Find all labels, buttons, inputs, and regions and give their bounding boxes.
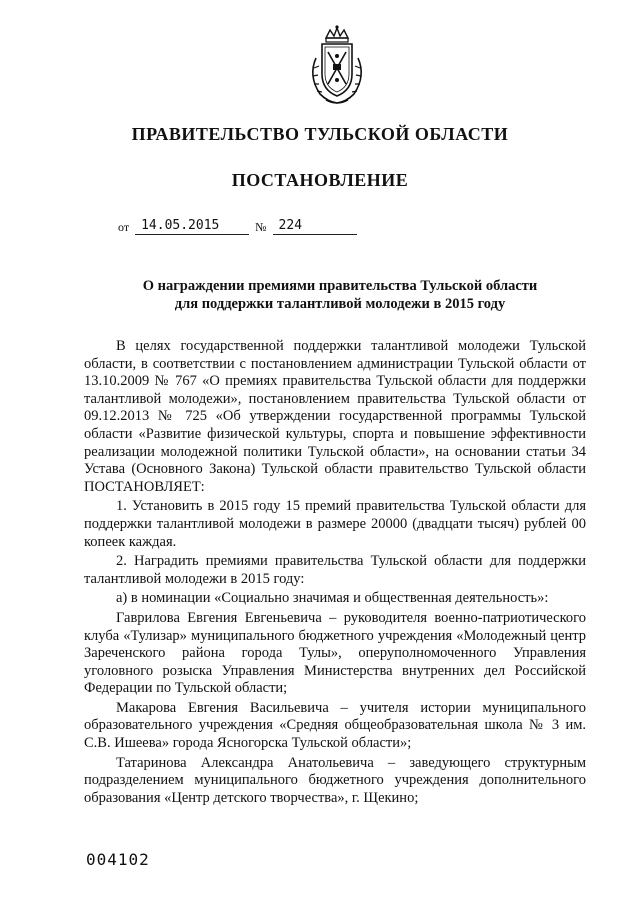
body-paragraph-awardee: Макарова Евгения Васильевича – учителя истории муниципального образовательного учреждения «Средняя общеобразовательная школа № 3 им. С.В. Ишеева» города Ясногорска Тульской области»; [84,699,586,752]
coat-of-arms-icon [302,24,372,106]
body-paragraph-nomination: а) в номинации «Социально значимая и общественная деятельность»: [116,590,549,607]
sheet-number: 004102 [86,850,150,869]
body-paragraph-item-2: 2. Наградить премиями правительства Тульской области для поддержки талантливой молодежи в 2015 году: [84,553,586,587]
body-paragraph-awardee: Татаринова Александра Анатольевича – заведующего структурным подразделением муниципального бюджетного учреждения дополнительного образования «Центр детского творчества», г. Щекино; [84,754,586,806]
document-number: 224 [273,218,357,235]
document-subject [80,277,600,313]
number-prefix: № [255,220,267,234]
body-paragraph-item-1: 1. Установить в 2015 году 15 премий правительства Тульской области для поддержки талантливой молодежи в размере 20000 (двадцати тысяч) рублей 00 копеек каждая. [84,498,586,550]
government-title: ПРАВИТЕЛЬСТВО ТУЛЬСКОЙ ОБЛАСТИ [131,124,509,144]
document-date: 14.05.2015 [135,218,249,235]
document-meta [118,218,363,235]
date-prefix: от [118,220,130,234]
body-paragraph-awardee: Гаврилова Евгения Евгеньевича – руководителя военно-патриотического клуба «Тулизар» муниципального бюджетного учреждения «Молодежный центр Зареченского района города Тулы», оперуполномоченного Управления уголовного розыска Управления Министерства внутренних дел Российской Федерации по Тульской области; [84,609,586,697]
document-type: ПОСТАНОВЛЕНИЕ [231,170,409,190]
subject-line-1: О награждении премиями правительства Тульской области [142,278,538,294]
document-body [84,338,586,809]
subject-line-2: для поддержки талантливой молодежи в 2015 году [174,296,506,312]
body-paragraph-preamble: В целях государственной поддержки талантливой молодежи Тульской области, в соответствии с постановлением администрации Тульской области от 13.10.2009 № 767 «О премиях правительства Тульской области для поддержки талантливой молодежи», постановлением правительства Тульской области от 09.12.2013 № 725 «Об утверждении государственной программы Тульской области «Развитие физической культуры, спорта и повышение эффективности реализации молодежной политики Тульской области», на основании статьи 34 Устава (Основного Закона) Тульской области правительство Тульской области ПОСТАНОВЛЯЕТ: [84,338,586,495]
